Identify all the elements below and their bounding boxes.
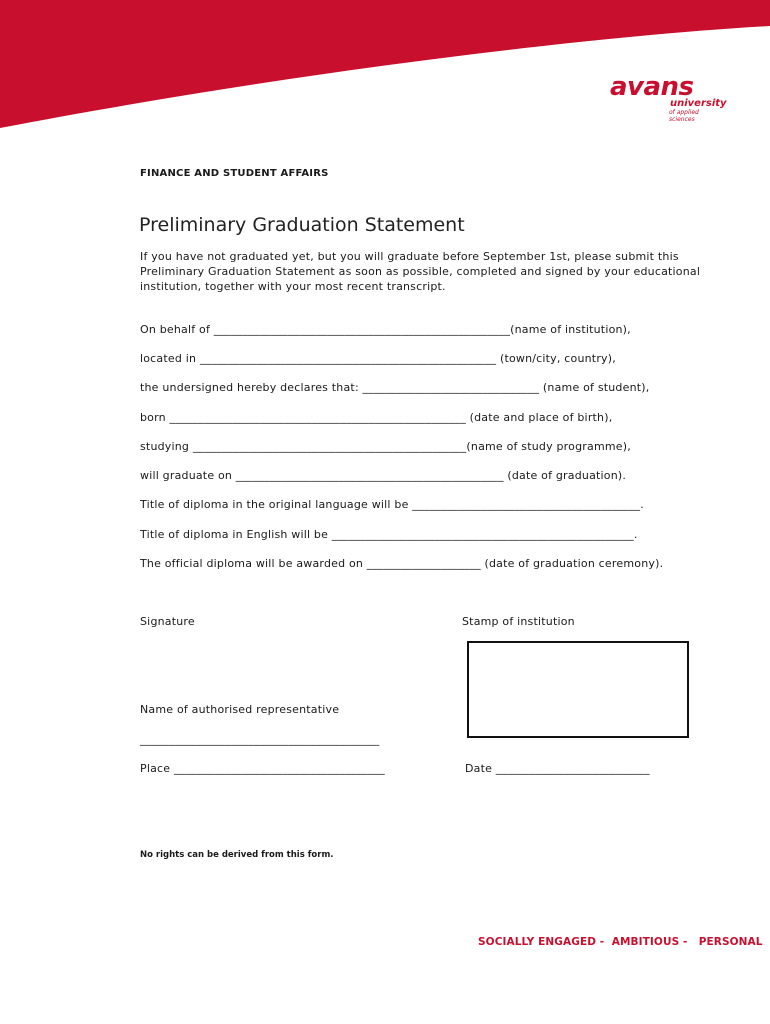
field-graduation-date[interactable]: will graduate on _______________________________________________ (date of graduation). bbox=[140, 469, 627, 482]
avans-logo bbox=[606, 72, 727, 123]
logo-applied-sciences: of applied sciences bbox=[669, 109, 699, 123]
place-field[interactable]: Place _____________________________________ bbox=[140, 762, 385, 775]
department-heading: FINANCE AND STUDENT AFFAIRS bbox=[140, 168, 329, 179]
field-study-programme[interactable]: studying ________________________________________________(name of study programme), bbox=[140, 440, 631, 453]
stamp-box[interactable] bbox=[467, 641, 689, 738]
field-diploma-english[interactable]: Title of diploma in English will be _____________________________________________________. bbox=[140, 528, 638, 541]
disclaimer-note: No rights can be derived from this form. bbox=[140, 850, 334, 860]
date-field[interactable]: Date ___________________________ bbox=[465, 762, 650, 775]
document-title: Preliminary Graduation Statement bbox=[139, 214, 465, 236]
representative-line[interactable]: __________________________________________ bbox=[140, 733, 380, 746]
field-location[interactable]: located in ____________________________________________________ (town/city, country), bbox=[140, 352, 616, 365]
intro-paragraph: If you have not graduated yet, but you will graduate before September 1st, please submit this Preliminary Graduation Statement as soon as possible, completed and signed by your educational institution, together with your most recent transcript. bbox=[140, 250, 701, 293]
field-institution[interactable]: On behalf of ____________________________________________________(name of institution), bbox=[140, 323, 631, 336]
logo-wordmark: avans bbox=[610, 72, 694, 102]
representative-label: Name of authorised representative bbox=[140, 703, 340, 716]
field-birth[interactable]: born ____________________________________________________ (date and place of birth), bbox=[140, 411, 613, 424]
stamp-label: Stamp of institution bbox=[462, 615, 575, 628]
slogan: SOCIALLY ENGAGED - AMBITIOUS - PERSONAL bbox=[478, 936, 763, 948]
field-student-name[interactable]: the undersigned hereby declares that: _______________________________ (name of student), bbox=[140, 381, 650, 394]
logo-university: university bbox=[670, 98, 727, 109]
signature-label: Signature bbox=[140, 615, 195, 628]
field-ceremony-date[interactable]: The official diploma will be awarded on ____________________ (date of graduation ceremony). bbox=[140, 557, 664, 570]
field-diploma-original[interactable]: Title of diploma in the original language will be ________________________________________. bbox=[140, 498, 644, 511]
